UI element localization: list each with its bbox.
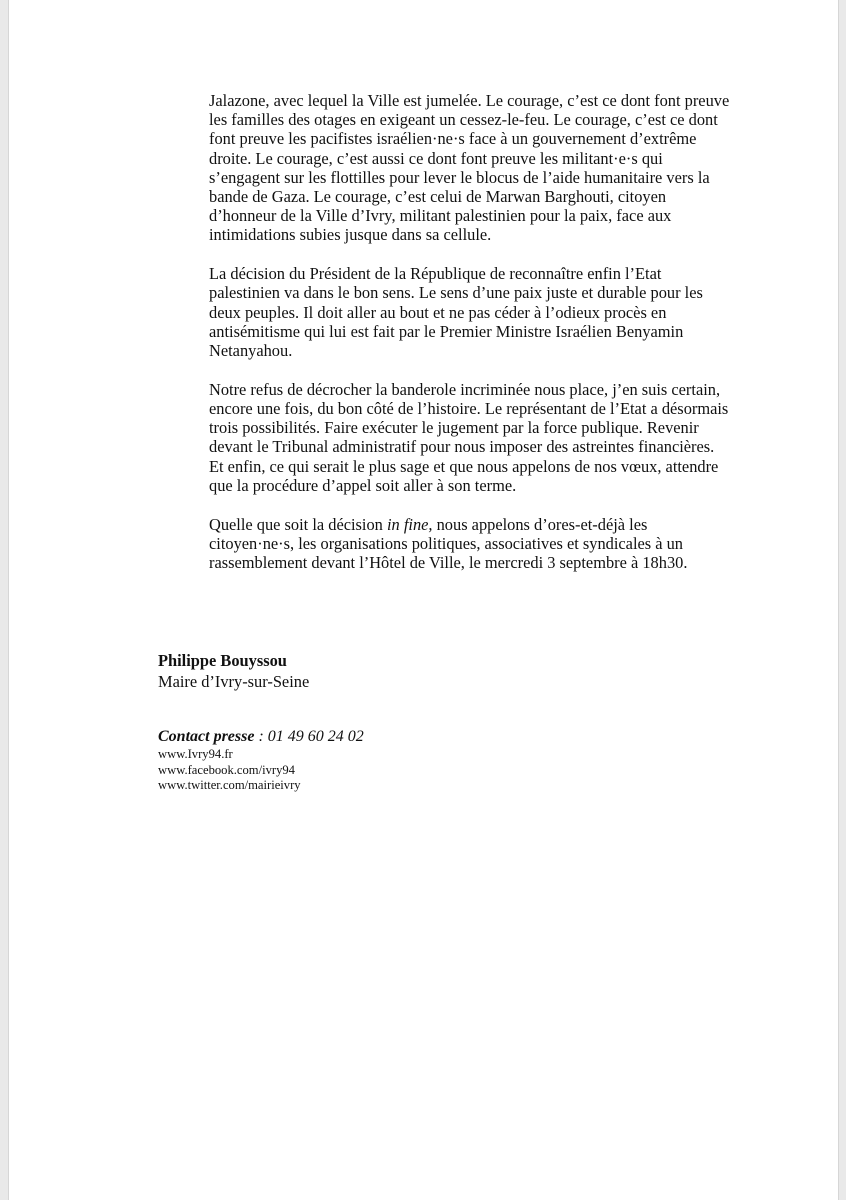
signature-block [158, 650, 309, 692]
signatory-name: Philippe Bouyssou [158, 651, 287, 670]
paragraph-banner-refusal: Notre refus de décrocher la banderole incriminée nous place, j’en suis certain, encore une fois, du bon côté de l’histoire. Le représentant de l’Etat a désormais trois possibilités. Faire exécuter le jugement par la force publique. Revenir devant le Tribunal administratif pour nous imposer des astreintes financières. Et enfin, ce qui serait le plus sage et que nous appelons de nos vœux, attendre que la procédure d’appel soit aller à son terme. [209, 379, 729, 495]
facebook-link[interactable]: www.facebook.com/ivry94 [158, 762, 295, 777]
twitter-link[interactable]: www.twitter.com/mairieivry [158, 778, 301, 792]
letter-body [209, 91, 769, 592]
rally-text-start: Quelle que soit la décision [209, 514, 387, 534]
paragraph-courage: Jalazone, avec lequel la Ville est jumelée. Le courage, c’est ce dont font preuve les familles des otages en exigeant un cessez-le-feu. Le courage, c’est ce dont font preuve les pacifistes israélien·ne·s face à un gouvernement d’extrême droite. Le courage, c’est aussi ce dont font preuve les militant·e·s qui s’engagent sur les flottilles pour lever le blocus de l’aide humanitaire vers la bande de Gaza. Le courage, c’est celui de Marwan Barghouti, citoyen d’honneur de la Ville d’Ivry, militant palestinien pour la paix, face aux intimidations subies jusque dans sa cellule. [209, 91, 730, 245]
press-contact-separator: : [254, 728, 268, 745]
paragraph-rally-call [209, 515, 769, 573]
paragraph-recognition: La décision du Président de la République de reconnaître enfin l’Etat palestinien va dans le bon sens. Le sens d’une paix juste et durable pour les deux peuples. Il doit aller au bout et ne pas céder à l’odieux procès en antisémitisme qui lui est fait par le Premier Ministre Israélien Benyamin Netanyahou. [209, 264, 703, 361]
rally-text-end: nous appelons d’ores-et-déjà les citoyen·ne·s, les organisations politiques, associatives et syndicales à un rassemblement devant l’Hôtel de Ville, le mercredi 3 septembre à 18h30. [209, 514, 688, 573]
press-contact-block [158, 727, 364, 794]
document-page [8, 0, 839, 1200]
press-contact-line [158, 727, 364, 747]
rally-text-italic: in fine, [386, 514, 433, 534]
website-link[interactable]: www.Ivry94.fr [158, 747, 233, 761]
press-contact-label: Contact presse [158, 728, 255, 745]
press-contact-phone: 01 49 60 24 02 [267, 728, 364, 745]
signatory-title: Maire d’Ivry-sur-Seine [158, 672, 310, 691]
